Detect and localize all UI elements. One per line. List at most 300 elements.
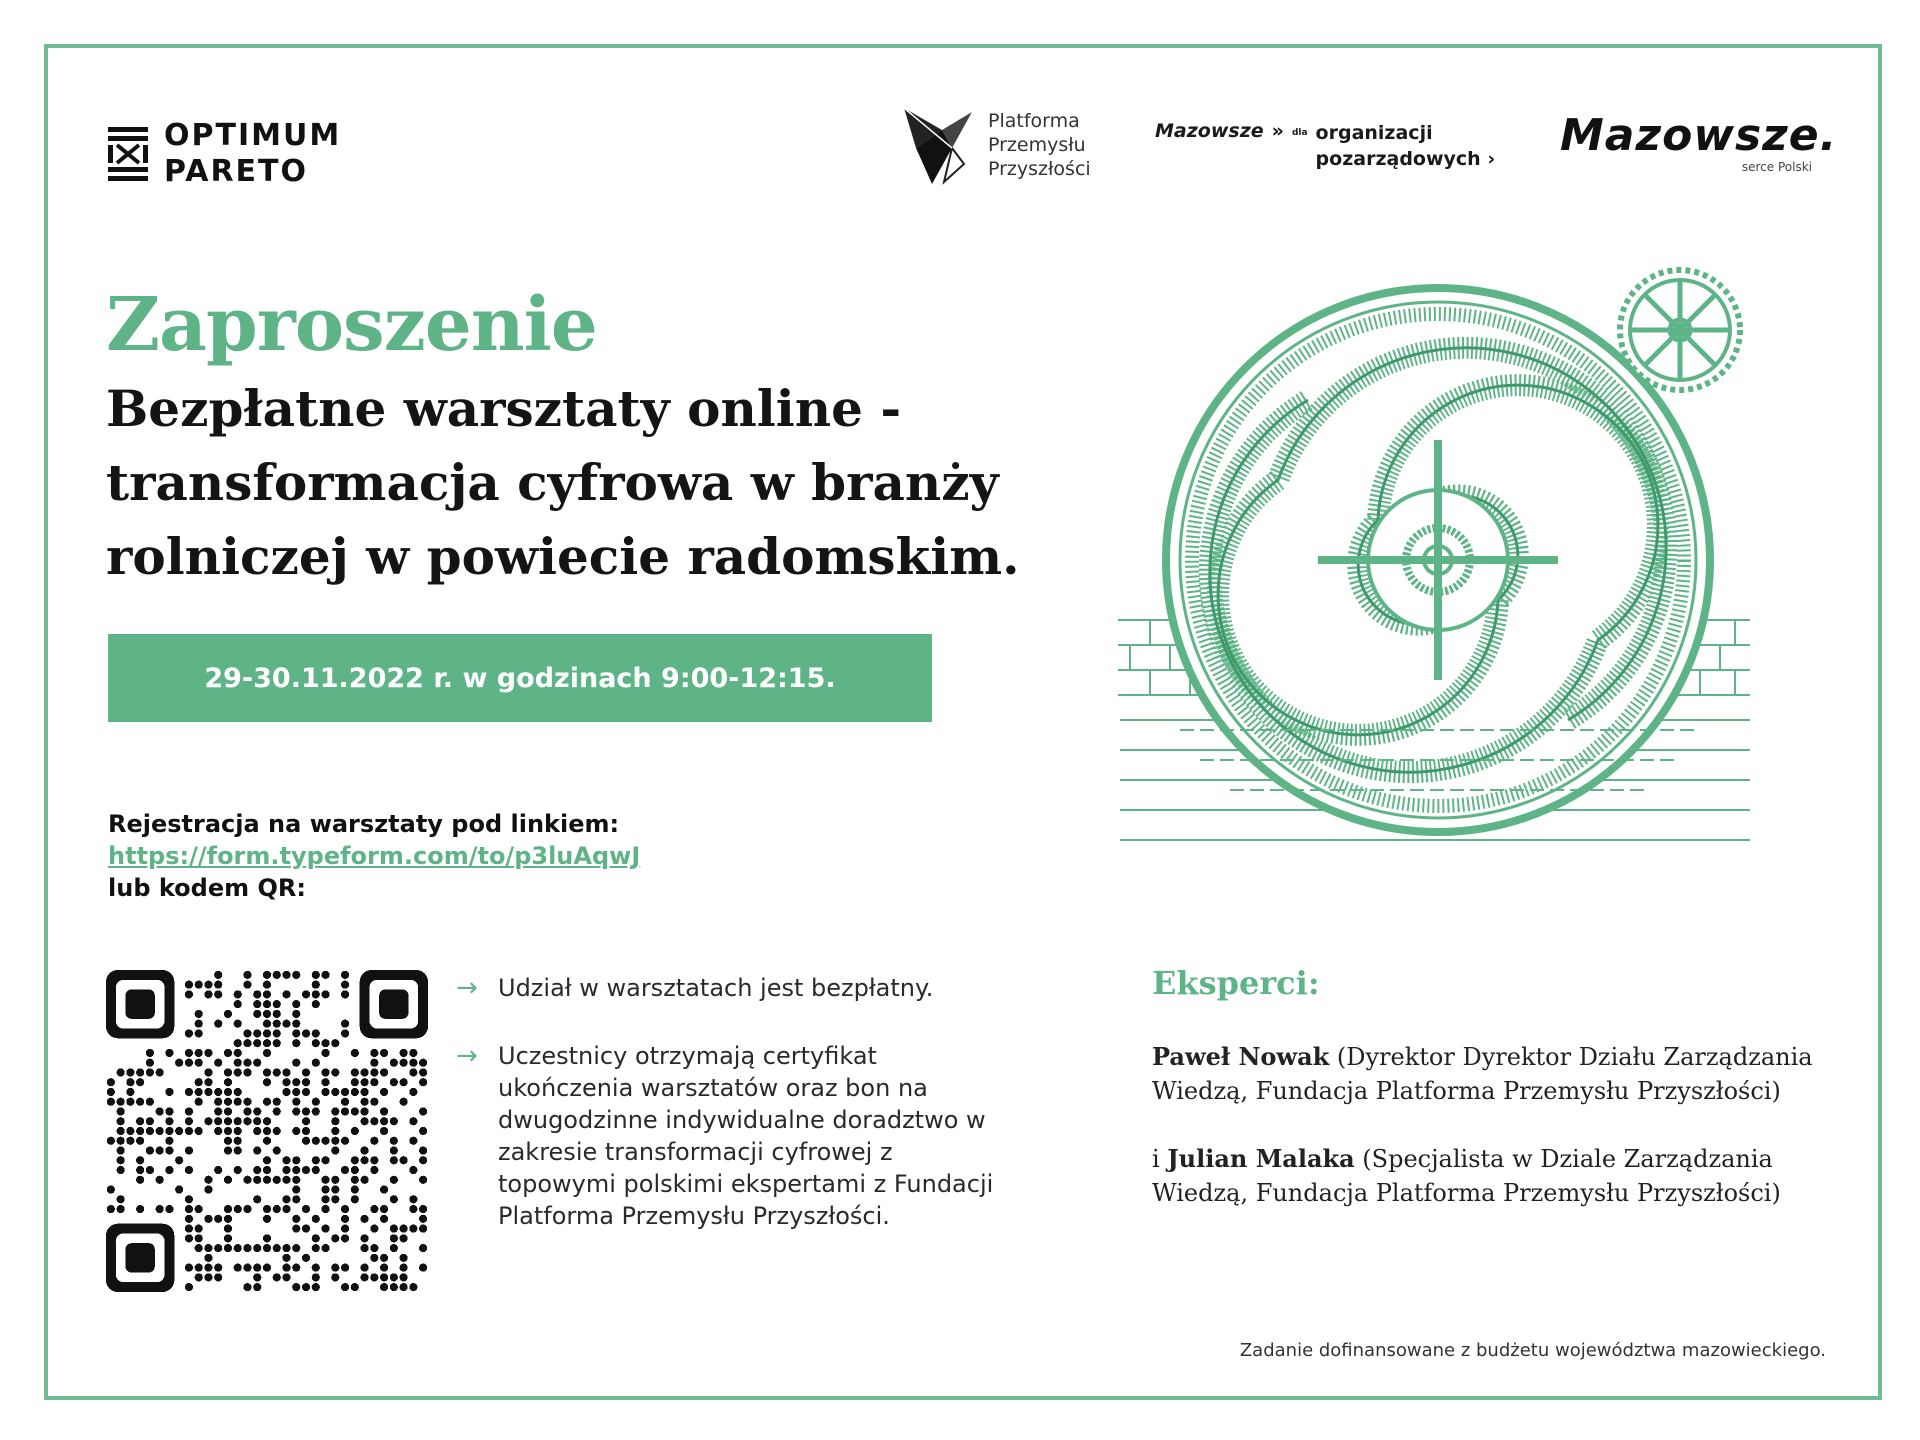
qr-module	[156, 1107, 164, 1115]
experts-heading: Eksperci:	[1152, 964, 1320, 1002]
qr-module	[312, 1234, 320, 1242]
qr-module	[360, 1068, 368, 1076]
benefit-item	[456, 972, 996, 1004]
qr-module	[263, 1137, 271, 1145]
qr-module	[351, 1107, 359, 1115]
qr-module	[117, 1127, 125, 1135]
qr-module	[253, 1176, 261, 1184]
qr-module	[224, 1244, 232, 1252]
qr-module	[107, 1088, 115, 1096]
qr-module	[282, 1244, 290, 1252]
qr-module	[185, 1049, 193, 1057]
qr-module	[321, 1156, 329, 1164]
qr-module	[390, 1195, 398, 1203]
qr-module	[360, 1176, 368, 1184]
qr-module	[292, 1283, 300, 1291]
qr-module	[419, 1107, 427, 1115]
qr-module	[282, 1264, 290, 1272]
arrow-right-icon: →	[456, 973, 478, 1003]
qr-module	[419, 1264, 427, 1272]
qr-module	[263, 1010, 271, 1018]
qr-module	[302, 1107, 310, 1115]
qr-module	[390, 1273, 398, 1281]
qr-module	[195, 1127, 203, 1135]
qr-module	[390, 1176, 398, 1184]
qr-module	[185, 1166, 193, 1174]
qr-module	[165, 1088, 173, 1096]
qr-module	[234, 1049, 242, 1057]
qr-label: lub kodem QR:	[108, 874, 306, 902]
qr-module	[185, 1283, 193, 1291]
qr-module	[282, 1166, 290, 1174]
qr-module	[243, 1098, 251, 1106]
qr-module	[107, 1137, 115, 1145]
qr-module	[234, 1039, 242, 1047]
qr-module	[263, 981, 271, 989]
qr-module	[360, 1273, 368, 1281]
qr-module	[263, 1068, 271, 1076]
qr-module	[312, 1059, 320, 1067]
qr-module	[400, 1059, 408, 1067]
qr-module	[165, 1166, 173, 1174]
qr-module	[312, 1215, 320, 1223]
qr-module	[214, 990, 222, 998]
qr-module	[117, 1146, 125, 1154]
qr-module	[243, 1039, 251, 1047]
qr-module	[195, 1224, 203, 1232]
qr-module	[204, 1078, 212, 1086]
qr-module	[165, 1137, 173, 1145]
qr-module	[234, 1146, 242, 1154]
qr-module	[195, 981, 203, 989]
qr-module	[224, 1068, 232, 1076]
qr-module	[390, 1244, 398, 1252]
qr-module	[243, 1029, 251, 1037]
qr-module	[224, 1088, 232, 1096]
qr-module	[253, 1264, 261, 1272]
qr-module	[380, 1254, 388, 1262]
qr-module	[273, 971, 281, 979]
qr-module	[185, 1059, 193, 1067]
qr-module	[409, 1137, 417, 1145]
expert-item	[1152, 1142, 1832, 1210]
qr-module	[360, 1146, 368, 1154]
qr-module	[351, 1283, 359, 1291]
qr-module	[409, 1224, 417, 1232]
qr-module	[360, 1117, 368, 1125]
qr-module	[341, 1107, 349, 1115]
qr-module	[370, 1049, 378, 1057]
qr-module	[282, 1078, 290, 1086]
qr-module	[117, 1098, 125, 1106]
qr-module	[243, 1107, 251, 1115]
qr-module	[273, 1029, 281, 1037]
qr-module	[331, 1127, 339, 1135]
qr-module	[185, 1127, 193, 1135]
subtitle-line2: transformacja cyfrowa w branży	[106, 453, 999, 512]
subtitle-line3: rolniczej w powiecie radomskim.	[106, 527, 1020, 586]
qr-module	[321, 1244, 329, 1252]
qr-module	[380, 1049, 388, 1057]
qr-module	[185, 1117, 193, 1125]
qr-module	[282, 1195, 290, 1203]
qr-module	[370, 1205, 378, 1213]
qr-module	[302, 1117, 310, 1125]
qr-module	[341, 1088, 349, 1096]
qr-module	[263, 1156, 271, 1164]
qr-module	[312, 990, 320, 998]
qr-module	[263, 971, 271, 979]
qr-module	[390, 1137, 398, 1145]
qr-module	[312, 1283, 320, 1291]
qr-module	[263, 1244, 271, 1252]
qr-module	[390, 1283, 398, 1291]
qr-module	[419, 1224, 427, 1232]
qr-module	[234, 1088, 242, 1096]
ngo-line2: pozarządowych	[1315, 148, 1481, 170]
qr-module	[243, 971, 251, 979]
qr-module	[292, 1185, 300, 1193]
qr-module	[234, 990, 242, 998]
qr-module	[253, 1244, 261, 1252]
qr-module	[136, 1137, 144, 1145]
qr-module	[126, 1088, 134, 1096]
qr-module	[165, 1107, 173, 1115]
qr-module	[243, 1264, 251, 1272]
qr-module	[156, 1205, 164, 1213]
qr-module	[253, 1029, 261, 1037]
qr-module	[370, 1156, 378, 1164]
qr-module	[214, 981, 222, 989]
qr-module	[360, 1215, 368, 1223]
qr-module	[204, 1088, 212, 1096]
qr-module	[331, 1273, 339, 1281]
qr-module	[273, 1000, 281, 1008]
qr-module	[117, 1205, 125, 1213]
qr-module	[263, 1176, 271, 1184]
qr-module	[321, 1049, 329, 1057]
qr-module	[409, 1166, 417, 1174]
qr-module	[419, 1059, 427, 1067]
qr-module	[224, 1146, 232, 1154]
qr-module	[302, 1166, 310, 1174]
qr-module	[312, 1029, 320, 1037]
expert-prefix: i	[1152, 1145, 1168, 1173]
qr-module	[165, 1049, 173, 1057]
qr-module	[126, 1137, 134, 1145]
qr-module	[214, 1215, 222, 1223]
ppp-line3: Przyszłości	[988, 158, 1091, 180]
qr-module	[234, 1059, 242, 1067]
qr-module	[224, 1176, 232, 1184]
qr-module	[243, 1244, 251, 1252]
qr-module	[204, 1049, 212, 1057]
qr-module	[292, 1224, 300, 1232]
qr-module	[214, 1273, 222, 1281]
qr-module	[165, 1127, 173, 1135]
qr-module	[126, 1078, 134, 1086]
qr-module	[380, 1185, 388, 1193]
qr-module	[351, 1078, 359, 1086]
qr-module	[234, 1098, 242, 1106]
qr-module	[234, 1117, 242, 1125]
qr-module	[292, 1244, 300, 1252]
qr-module	[253, 1166, 261, 1174]
optimum-pareto-mark-icon	[108, 127, 148, 181]
date-banner	[108, 634, 932, 722]
ppp-origami-icon	[902, 104, 974, 186]
qr-module	[273, 1068, 281, 1076]
qr-module	[146, 1059, 154, 1067]
qr-module	[185, 1195, 193, 1203]
qr-module	[360, 1264, 368, 1272]
qr-module	[263, 990, 271, 998]
qr-module	[273, 1127, 281, 1135]
qr-module	[292, 1107, 300, 1115]
registration-label: Rejestracja na warsztaty pod linkiem:	[108, 810, 620, 838]
qr-module	[204, 1244, 212, 1252]
qr-module	[263, 1127, 271, 1135]
qr-module	[234, 1205, 242, 1213]
qr-module	[370, 1078, 378, 1086]
qr-module	[341, 1166, 349, 1174]
qr-module	[292, 1166, 300, 1174]
qr-code[interactable]	[106, 970, 428, 1292]
qr-module	[292, 1010, 300, 1018]
expert-item	[1152, 1040, 1832, 1108]
qr-module	[273, 1098, 281, 1106]
qr-module	[117, 1156, 125, 1164]
qr-module	[341, 981, 349, 989]
qr-module	[419, 1205, 427, 1213]
qr-module	[156, 1146, 164, 1154]
turbine-wheel-illustration	[1110, 260, 1760, 860]
qr-module	[341, 1205, 349, 1213]
qr-module	[273, 1244, 281, 1252]
qr-module	[146, 1068, 154, 1076]
qr-module	[341, 1098, 349, 1106]
qr-module	[156, 1068, 164, 1076]
qr-module	[107, 1098, 115, 1106]
qr-module	[312, 1000, 320, 1008]
qr-module	[282, 1156, 290, 1164]
qr-module	[204, 990, 212, 998]
qr-module	[351, 1195, 359, 1203]
qr-module	[214, 1244, 222, 1252]
qr-module	[136, 1205, 144, 1213]
qr-module	[292, 1098, 300, 1106]
qr-module	[185, 1264, 193, 1272]
qr-module	[195, 1264, 203, 1272]
qr-module	[263, 1000, 271, 1008]
qr-module	[312, 971, 320, 979]
qr-module	[185, 1215, 193, 1223]
qr-module	[253, 1127, 261, 1135]
qr-module	[117, 1137, 125, 1145]
qr-module	[380, 1068, 388, 1076]
qr-module	[253, 1273, 261, 1281]
qr-module	[253, 1283, 261, 1291]
qr-module	[292, 1195, 300, 1203]
qr-module	[214, 1107, 222, 1115]
qr-module	[321, 1176, 329, 1184]
qr-module	[107, 1205, 115, 1213]
qr-module	[390, 1146, 398, 1154]
qr-module	[370, 1098, 378, 1106]
qr-module	[136, 1117, 144, 1125]
qr-module	[273, 1010, 281, 1018]
qr-module	[331, 1068, 339, 1076]
qr-module	[341, 971, 349, 979]
qr-module	[380, 1283, 388, 1291]
qr-module	[360, 1098, 368, 1106]
expert-desc: (Specjalista w Dziale Zarządzania Wiedzą, Fundacja Platforma Przemysłu Przyszłości)	[1152, 1145, 1781, 1207]
qr-module	[292, 1000, 300, 1008]
qr-module	[195, 1088, 203, 1096]
qr-module	[390, 1117, 398, 1125]
qr-module	[292, 1156, 300, 1164]
qr-module	[302, 1254, 310, 1262]
qr-module	[263, 1078, 271, 1086]
qr-module	[234, 1068, 242, 1076]
qr-module	[419, 1244, 427, 1252]
qr-module	[156, 1176, 164, 1184]
qr-module	[321, 1205, 329, 1213]
qr-module	[409, 1059, 417, 1067]
qr-module	[360, 1088, 368, 1096]
qr-module	[370, 1166, 378, 1174]
qr-module	[234, 1137, 242, 1145]
qr-module	[302, 1078, 310, 1086]
qr-module	[195, 1098, 203, 1106]
qr-module	[341, 1020, 349, 1028]
qr-module	[165, 1146, 173, 1154]
page-subtitle	[106, 372, 1046, 594]
qr-module	[195, 1020, 203, 1028]
qr-module	[419, 1068, 427, 1076]
qr-module	[195, 1029, 203, 1037]
qr-module	[234, 1166, 242, 1174]
qr-module	[243, 1283, 251, 1291]
qr-module	[380, 1273, 388, 1281]
qr-module	[117, 1117, 125, 1125]
registration-block	[108, 808, 640, 904]
arrow-right-icon: →	[456, 1041, 478, 1071]
qr-module	[312, 1273, 320, 1281]
qr-module	[214, 1059, 222, 1067]
qr-module	[380, 1264, 388, 1272]
qr-module	[165, 1117, 173, 1125]
qr-module	[409, 1088, 417, 1096]
qr-module	[263, 1234, 271, 1242]
qr-module	[195, 1244, 203, 1252]
qr-module	[195, 1049, 203, 1057]
qr-module	[292, 1020, 300, 1028]
qr-module	[331, 1107, 339, 1115]
qr-module	[312, 1137, 320, 1145]
qr-module	[312, 981, 320, 989]
qr-module	[273, 1273, 281, 1281]
qr-module	[302, 1283, 310, 1291]
qr-module	[351, 1088, 359, 1096]
qr-module	[409, 1195, 417, 1203]
qr-module	[312, 1264, 320, 1272]
qr-module	[146, 1146, 154, 1154]
page-title: Zaproszenie	[106, 282, 597, 368]
qr-module	[175, 1127, 183, 1135]
qr-module	[234, 1264, 242, 1272]
optimum-line1: OPTIMUM	[164, 118, 342, 153]
qr-module	[204, 1215, 212, 1223]
qr-module	[341, 1283, 349, 1291]
qr-module	[195, 1059, 203, 1067]
qr-module	[204, 1185, 212, 1193]
qr-module	[292, 1176, 300, 1184]
qr-module	[331, 1176, 339, 1184]
qr-module	[204, 1117, 212, 1125]
qr-module	[185, 1234, 193, 1242]
qr-module	[312, 1107, 320, 1115]
expert-name: Paweł Nowak	[1152, 1042, 1330, 1071]
qr-module	[273, 1107, 281, 1115]
qr-module	[370, 1273, 378, 1281]
qr-module	[370, 1068, 378, 1076]
qr-module	[351, 1049, 359, 1057]
qr-module	[292, 1039, 300, 1047]
qr-module	[302, 1205, 310, 1213]
qr-module	[380, 1088, 388, 1096]
qr-module	[263, 1264, 271, 1272]
qr-module	[321, 1195, 329, 1203]
qr-module	[107, 1078, 115, 1086]
qr-module	[224, 1078, 232, 1086]
qr-module	[302, 1068, 310, 1076]
qr-module	[360, 1078, 368, 1086]
qr-module	[224, 1098, 232, 1106]
qr-module	[390, 1059, 398, 1067]
qr-module	[136, 1068, 144, 1076]
registration-link[interactable]: https://form.typeform.com/to/p3luAqwJ	[108, 842, 641, 870]
qr-module	[214, 1264, 222, 1272]
qr-module	[282, 990, 290, 998]
qr-module	[292, 1215, 300, 1223]
qr-module	[126, 1068, 134, 1076]
qr-module	[204, 1264, 212, 1272]
qr-module	[107, 1185, 115, 1193]
qr-module	[253, 1010, 261, 1018]
qr-module	[263, 1117, 271, 1125]
qr-module	[331, 1137, 339, 1145]
qr-module	[282, 1254, 290, 1262]
qr-module	[321, 1185, 329, 1193]
qr-module	[185, 1107, 193, 1115]
qr-module	[185, 1205, 193, 1213]
qr-module	[341, 1029, 349, 1037]
qr-module	[253, 1107, 261, 1115]
qr-module	[273, 1146, 281, 1154]
qr-module	[263, 1039, 271, 1047]
qr-module	[380, 1215, 388, 1223]
qr-module	[292, 1059, 300, 1067]
qr-module	[175, 1059, 183, 1067]
qr-module	[243, 1059, 251, 1067]
qr-module	[156, 1127, 164, 1135]
qr-module	[321, 1137, 329, 1145]
qr-module	[370, 1224, 378, 1232]
qr-module	[273, 1176, 281, 1184]
qr-module	[351, 1068, 359, 1076]
qr-module	[400, 1156, 408, 1164]
